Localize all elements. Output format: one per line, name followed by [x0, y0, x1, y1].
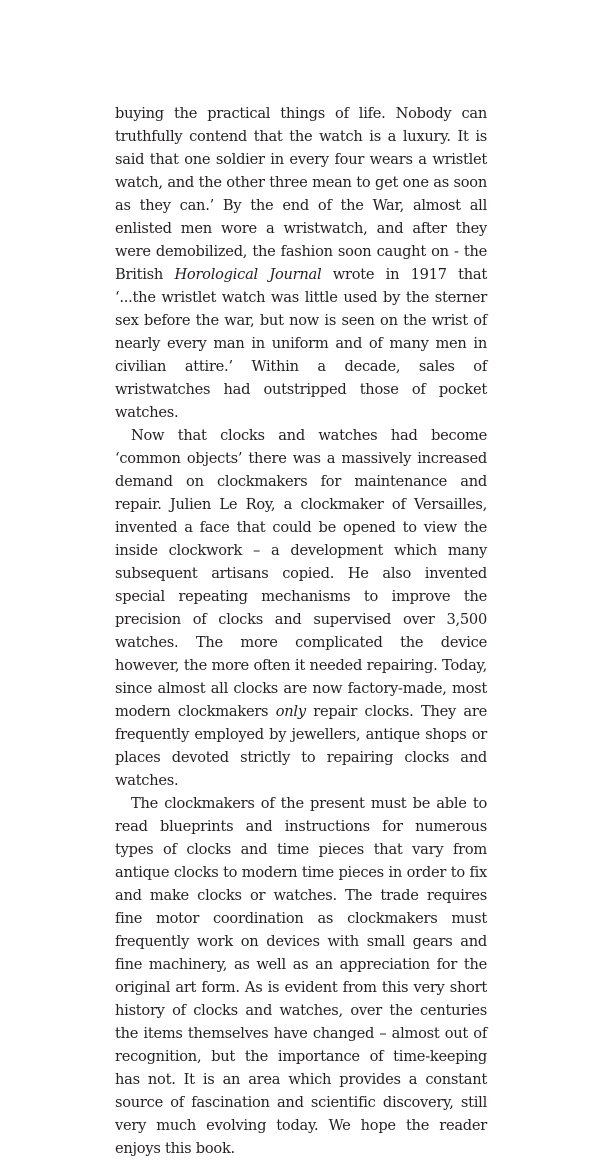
body-text	[115, 102, 487, 1160]
journal-title: Horological Journal	[174, 266, 322, 283]
paragraph-2-text-b: repair clocks. They are frequently employed by jewellers, antique shops or places devoted strictly to repairing clocks and watches.	[115, 703, 487, 789]
paragraph-2-text-a: Now that clocks and watches had become ‘common objects’ there was a massively increased demand on clockmakers for maintenance and repair. Julien Le Roy, a clockmaker of Versailles, invented a face that could be opened to view the inside clockwork – a development which many subsequent artisans copied. He also invented special repeating mechanisms to improve the precision of clocks and supervised over 3,500 watches. The more complicated the device however, the more often it needed repairing. Today, since almost all clocks are now factory-made, most modern clockmakers	[115, 427, 487, 720]
paragraph-wristwatch-history	[115, 102, 487, 424]
paragraph-modern-clockmakers: The clockmakers of the present must be able to read blueprints and instructions for numerous types of clocks and time pieces that vary from antique clocks to modern time pieces in order to fix and make clocks or watches. The trade requires fine motor coordination as clockmakers must frequently work on devices with small gears and fine machinery, as well as an appreciation for the original art form. As is evident from this very short history of clocks and watches, over the centuries the items themselves have changed – almost out of recognition, but the importance of time-keeping has not. It is an area which provides a constant source of fascination and scientific discovery, still very much evolving today. We hope the reader enjoys this book.	[115, 795, 487, 1157]
paragraph-1-text-a: buying the practical things of life. Nobody can truthfully contend that the watch is a luxury. It is said that one soldier in every four wears a wristlet watch, and the other three mean to get one as soon as they can.’ By the end of the War, almost all enlisted men wore a wristwatch, and after they were demobilized, the fashion soon caught on - the British	[115, 105, 487, 283]
emphasis-only: only	[275, 703, 306, 720]
paragraph-1-text-b: wrote in 1917 that ‘...the wristlet watch was little used by the sterner sex before the war, but now is seen on the wrist of nearly every man in uniform and of many men in civilian attire.’ Within a decade, sales of wristwatches had outstripped those of pocket watches.	[115, 266, 487, 421]
paragraph-clockmaker-demand	[115, 424, 487, 792]
